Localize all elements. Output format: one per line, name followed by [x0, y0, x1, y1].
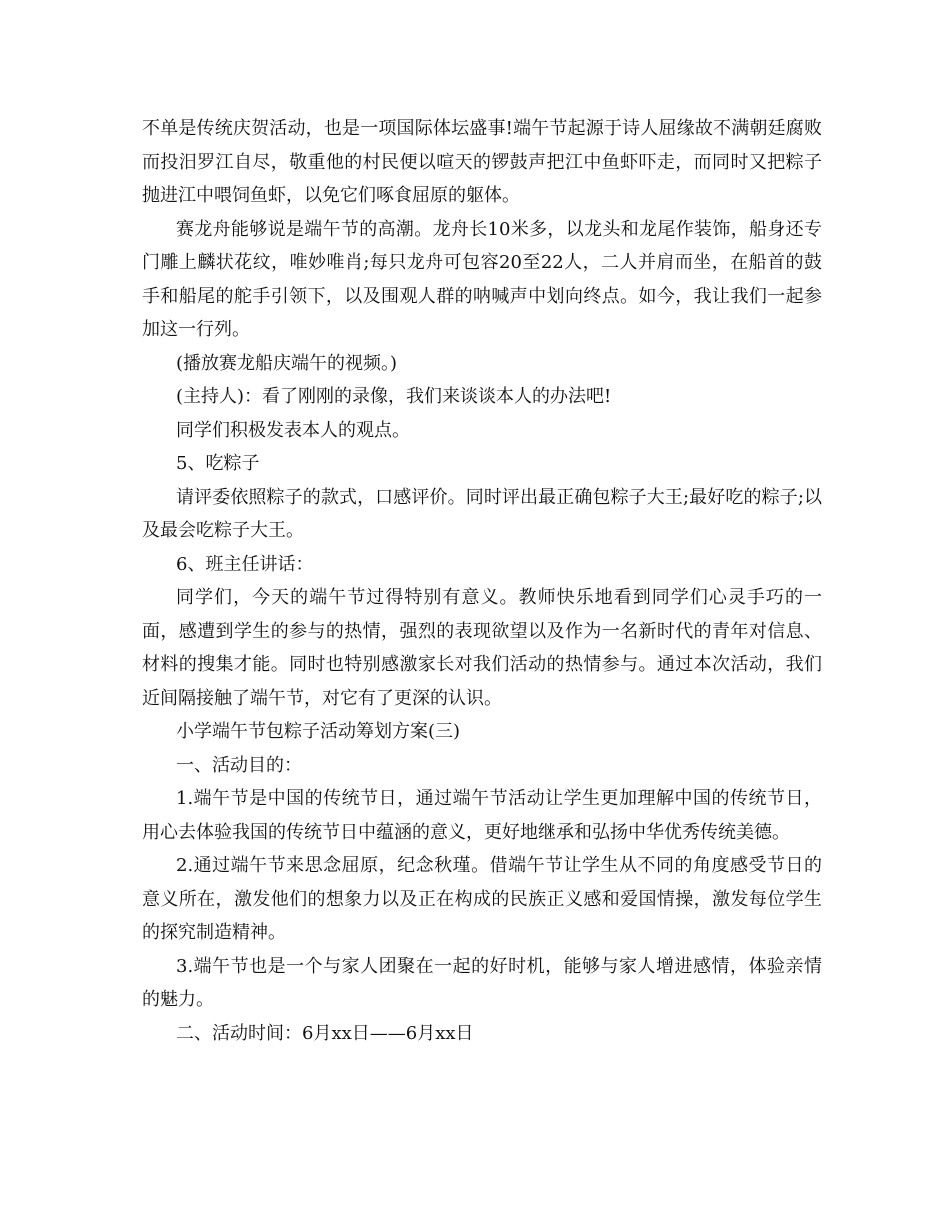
section-heading-teacher-speech: 6、班主任讲话： — [176, 553, 314, 575]
paragraph-3: (播放赛龙船庆端午的视频。) — [176, 352, 398, 374]
document-body — [142, 112, 822, 1050]
section-heading-time: 二、活动时间：6月xx日——6月xx日 — [176, 1022, 474, 1044]
section-heading-eat-zongzi: 5、吃粽子 — [176, 453, 260, 474]
purpose-item-1: 1.端午节是中国的传统节日，通过端午节活动让学生更加理解中国的传统节日，用心去体验我国的传统节日中蕴涵的意义，更好地继承和弘扬中华优秀传统美德。 — [142, 788, 822, 843]
paragraph-2: 赛龙舟能够说是端午节的高潮。龙舟长10米多，以龙头和龙尾作装饰，船身还专门雕上麟状花纹，唯妙唯肖;每只龙舟可包容20至22人，二人并肩而坐，在船首的鼓手和船尾的舵手引领下，以及围观人群的呐喊声中划向终点。如今，我让我们一起参加这一行列。 — [142, 218, 822, 340]
section-heading-purpose: 一、活动目的： — [176, 754, 302, 776]
purpose-item-2: 2.通过端午节来思念屈原，纪念秋瑾。借端午节让学生从不同的角度感受节日的意义所在，激发他们的想象力以及正在构成的民族正义感和爱国情操，激发每位学生的探究制造精神。 — [142, 855, 822, 943]
purpose-item-3: 3.端午节也是一个与家人团聚在一起的好时机，能够与家人增进感情，体验亲情的魅力。 — [142, 955, 822, 1010]
paragraph-4: (主持人)：看了刚刚的录像，我们来谈谈本人的办法吧! — [176, 386, 612, 407]
plan-title: 小学端午节包粽子活动筹划方案(三) — [176, 721, 461, 742]
paragraph-1: 不单是传统庆贺活动，也是一项国际体坛盛事!端午节起源于诗人屈缘故不满朝廷腐败而投汨罗江自尽，敬重他的村民便以喧天的锣鼓声把江中鱼虾吓走，而同时又把粽子抛进江中喂饲鱼虾，以免它们啄食屈原的躯体。 — [142, 118, 822, 206]
paragraph-7: 请评委依照粽子的款式，口感评价。同时评出最正确包粽子大王;最好吃的粽子;以及最会吃粽子大王。 — [142, 486, 822, 541]
paragraph-5: 同学们积极发表本人的观点。 — [176, 419, 410, 441]
paragraph-9: 同学们，今天的端午节过得特别有意义。教师快乐地看到同学们心灵手巧的一面，感遭到学生的参与的热情，强烈的表现欲望以及作为一名新时代的青年对信息、材料的搜集才能。同时也特别感激家长对我们活动的热情参与。通过本次活动，我们近间隔接触了端午节，对它有了更深的认识。 — [142, 587, 822, 709]
